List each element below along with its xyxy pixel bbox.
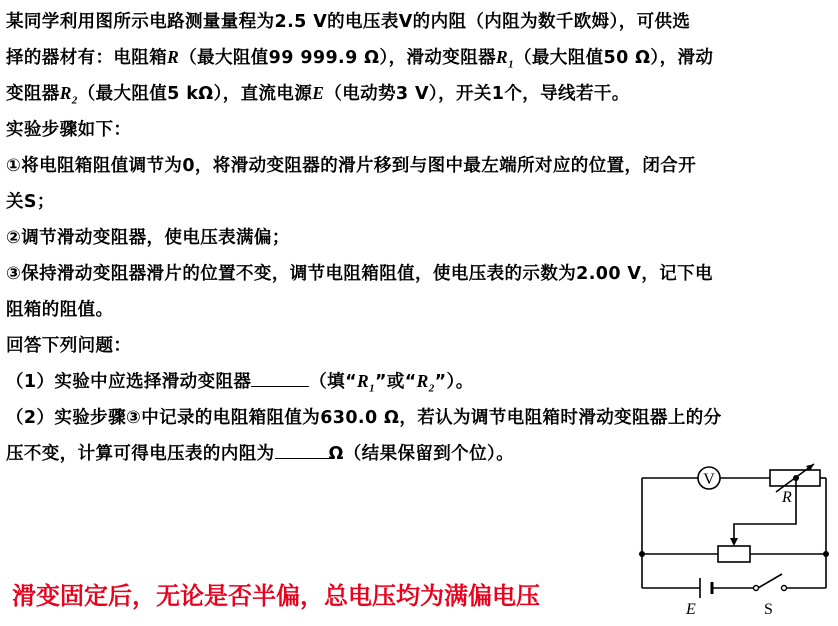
question-2-line-1: （2）实验步骤③中记录的电阻箱阻值为630.0 Ω，若认为调节电阻箱时滑动变阻器上的分 (6, 408, 722, 428)
switch-contact (754, 586, 759, 591)
question-2-line-2 (6, 440, 514, 465)
problem-line-3 (6, 80, 630, 107)
text-span: 变阻器 (6, 84, 60, 104)
step-1-line-2: 关S； (6, 192, 55, 212)
switch-blade (758, 574, 782, 588)
symbol-R1: R (356, 371, 370, 391)
text-span: Ω（结果保留到个位）。 (328, 444, 515, 464)
text-span: （最大阻值50 Ω），滑动 (514, 48, 714, 68)
step-1-line-1: ①将电阻箱阻值调节为0，将滑动变阻器的滑片移到与图中最左端所对应的位置，闭合开 (6, 156, 697, 176)
subscript: 2 (71, 94, 78, 107)
switch-contact (782, 586, 787, 591)
step-2: ②调节滑动变阻器，使电压表满偏； (6, 228, 290, 248)
text-span: （填“ (309, 372, 357, 392)
step-3-line-2: 阻箱的阻值。 (6, 300, 114, 320)
text-span: （1）实验中应选择滑动变阻器 (6, 372, 252, 392)
symbol-R1: R (496, 47, 509, 67)
text-span: 压不变，计算可得电压表的内阻为 (6, 444, 275, 464)
symbol-R2: R (416, 371, 429, 391)
step-3-line-1: ③保持滑动变阻器滑片的位置不变，调节电阻箱阻值，使电压表的示数为2.00 V，记下电 (6, 264, 713, 284)
steps-heading: 实验步骤如下： (6, 120, 132, 140)
text-span: （电动势3 V），开关1个，导线若干。 (324, 84, 630, 104)
rheostat-slider-wire (734, 478, 796, 544)
circuit-diagram (636, 458, 832, 618)
question-1 (6, 368, 474, 395)
voltmeter-label: V (703, 471, 715, 488)
problem-line-2 (6, 44, 713, 71)
questions-heading: 回答下列问题： (6, 336, 132, 356)
slider-arrow-head (730, 538, 738, 546)
junction-dot (793, 475, 799, 481)
symbol-R2: R (59, 83, 72, 103)
text-span: （最大阻值5 kΩ），直流电源 (77, 84, 313, 104)
answer-blank-2[interactable] (275, 444, 329, 459)
handwritten-note: 滑变固定后，无论是否半偏，总电压均为满偏电压 (12, 582, 540, 610)
symbol-E: E (312, 83, 325, 103)
switch-label: S (764, 601, 773, 618)
symbol-R: R (167, 47, 180, 67)
rheostat (718, 546, 750, 562)
resistance-box-label: R (782, 489, 792, 506)
junction-dot (823, 551, 829, 557)
answer-blank-1[interactable] (251, 372, 309, 387)
subscript: 2 (428, 382, 435, 395)
junction-dot (639, 551, 645, 557)
subscript: 1 (508, 58, 514, 71)
problem-line-1: 某同学利用图所示电路测量量程为2.5 V的电压表V的内阻（内阻为数千欧姆），可供选 (6, 12, 691, 32)
text-span: 择的器材有：电阻箱 (6, 48, 168, 68)
subscript: 1 (369, 382, 375, 395)
text-span: ”或“ (374, 372, 417, 392)
text-span: ”）。 (434, 372, 474, 392)
source-label: E (686, 601, 696, 618)
text-span: （最大阻值99 999.9 Ω），滑动变阻器 (179, 48, 497, 68)
